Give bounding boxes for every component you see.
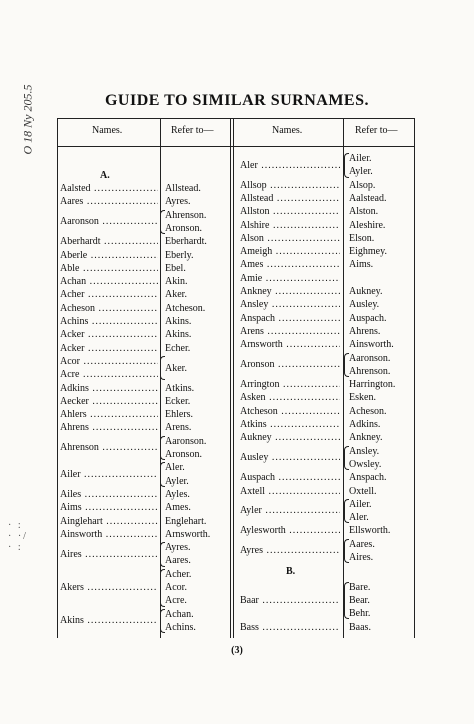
reference: Aronson. bbox=[165, 222, 202, 234]
surname: Aler ..... bbox=[240, 159, 340, 173]
surname: Able ..... bbox=[60, 262, 158, 276]
reference: Ahrenson. bbox=[349, 365, 391, 377]
reference: Ellsworth. bbox=[349, 525, 391, 537]
surname: Ames ..... bbox=[240, 258, 340, 272]
reference: Bear. bbox=[349, 594, 370, 606]
surname: Aims ..... bbox=[60, 501, 158, 515]
surname: Ansley ..... bbox=[240, 298, 340, 312]
reference: Bare. bbox=[349, 581, 371, 593]
surname: Aberle ..... bbox=[60, 249, 158, 263]
surname: Anspach ..... bbox=[240, 312, 340, 326]
reference: Ayres. bbox=[165, 196, 191, 208]
header-refer-right: Refer to— bbox=[355, 125, 398, 136]
surname: Amie ..... bbox=[240, 272, 340, 286]
reference: Ailer. bbox=[349, 498, 372, 510]
surname: Akers ..... bbox=[60, 581, 158, 595]
header-refer-left: Refer to— bbox=[171, 125, 214, 136]
reference: Aares. bbox=[165, 555, 191, 567]
surname: Acker ..... bbox=[60, 328, 158, 342]
reference: Eighmey. bbox=[349, 246, 387, 258]
reference: Ankney. bbox=[349, 432, 383, 444]
reference: Acher. bbox=[165, 568, 192, 580]
reference: Ansley. bbox=[349, 445, 380, 457]
reference: Anspach. bbox=[349, 472, 387, 484]
reference: Eberhardt. bbox=[165, 236, 207, 248]
reference: Ebel. bbox=[165, 262, 186, 274]
reference: Harrington. bbox=[349, 379, 396, 391]
col-rule bbox=[414, 118, 415, 638]
reference: Adkins. bbox=[349, 419, 381, 430]
reference: Akins. bbox=[165, 316, 192, 327]
surname: Ayres ..... bbox=[240, 544, 340, 558]
reference: Auspach. bbox=[349, 312, 387, 324]
header-names-right: Names. bbox=[272, 125, 303, 136]
surname: Ailer ..... bbox=[60, 468, 158, 482]
surname: Aylesworth ..... bbox=[240, 524, 340, 538]
reference: Oxtell. bbox=[349, 485, 377, 497]
reference: Eberly. bbox=[165, 249, 194, 261]
reference: Ames. bbox=[165, 502, 191, 514]
surname: Asken ..... bbox=[240, 391, 340, 405]
header-rule bbox=[57, 146, 414, 147]
margin-marks: · : · ·/ · : bbox=[8, 520, 28, 553]
reference: Aaronson. bbox=[165, 435, 207, 447]
surname: Adkins ..... bbox=[60, 382, 158, 396]
surname: Aaronson ..... bbox=[60, 215, 158, 229]
reference: Achan. bbox=[165, 608, 194, 620]
reference: Acre. bbox=[165, 595, 187, 607]
surname: Allston ..... bbox=[240, 205, 340, 219]
col-rule bbox=[57, 118, 58, 638]
reference: Ayler. bbox=[349, 166, 373, 178]
surname: Arens ..... bbox=[240, 325, 340, 339]
header-names-left: Names. bbox=[92, 125, 123, 136]
surname: Ankney ..... bbox=[240, 285, 340, 299]
surname: Aukney ..... bbox=[240, 431, 340, 445]
reference: Aker. bbox=[165, 289, 187, 301]
page-title: GUIDE TO SIMILAR SURNAMES. bbox=[104, 92, 369, 109]
surname: Achan ..... bbox=[60, 275, 158, 289]
surname: Ahlers ..... bbox=[60, 408, 158, 422]
surname: Aires ..... bbox=[60, 548, 158, 562]
surname: Auspach ..... bbox=[240, 471, 340, 485]
surname: Acher ..... bbox=[60, 288, 158, 302]
reference: Aleshire. bbox=[349, 219, 386, 231]
reference: Aalstead. bbox=[349, 192, 387, 204]
surname: Acker ..... bbox=[60, 342, 158, 356]
surname: Ainsworth ..... bbox=[60, 528, 158, 542]
surname: Aronson ..... bbox=[240, 358, 340, 372]
surname: Aares ..... bbox=[60, 195, 158, 209]
reference: Baas. bbox=[349, 621, 371, 633]
surname: Bass ..... bbox=[240, 621, 340, 635]
reference: Ehlers. bbox=[165, 409, 194, 421]
surname: Alshire ..... bbox=[240, 219, 340, 233]
reference: Ailer. bbox=[349, 153, 372, 164]
surname: Atkins ..... bbox=[240, 418, 340, 432]
surname: Ahrenson ..... bbox=[60, 441, 158, 455]
surname: Acor ..... bbox=[60, 355, 158, 369]
reference: Akins. bbox=[165, 329, 192, 341]
reference: Elson. bbox=[349, 232, 375, 244]
reference: Aler. bbox=[165, 462, 185, 474]
page-number: (3) bbox=[231, 645, 243, 656]
reference: Ahrenson. bbox=[165, 209, 207, 221]
reference: Acor. bbox=[165, 582, 187, 593]
surname: Ailes ..... bbox=[60, 488, 158, 502]
surname: Aberhardt ..... bbox=[60, 235, 158, 249]
reference: Akin. bbox=[165, 276, 188, 288]
reference: Ausley. bbox=[349, 299, 380, 311]
margin-annotation: O 18 Ny 205.5 bbox=[20, 84, 35, 155]
surname: Aecker ..... bbox=[60, 395, 158, 409]
surname: Arnsworth ..... bbox=[240, 338, 340, 352]
surname: Allsop ..... bbox=[240, 179, 340, 193]
reference: Owsley. bbox=[349, 458, 382, 470]
reference: Arens. bbox=[165, 422, 192, 434]
surname: Aalsted ..... bbox=[60, 182, 158, 196]
col-rule bbox=[230, 118, 231, 638]
reference: Aims. bbox=[349, 259, 374, 271]
surname: Ameigh ..... bbox=[240, 245, 340, 259]
reference: Alston. bbox=[349, 206, 379, 218]
reference: Aaronson. bbox=[349, 352, 391, 364]
surname: Ainglehart ..... bbox=[60, 515, 158, 529]
surname: Ausley ..... bbox=[240, 451, 340, 465]
reference: Aker. bbox=[165, 362, 187, 374]
reference: Aronson. bbox=[165, 449, 202, 460]
reference: Ahrens. bbox=[349, 325, 381, 337]
reference: Acheson. bbox=[349, 405, 387, 417]
reference: Achins. bbox=[165, 621, 196, 633]
reference: Englehart. bbox=[165, 515, 207, 527]
section-letter: B. bbox=[286, 566, 296, 578]
surname: Alson ..... bbox=[240, 232, 340, 246]
surname: Ayler ..... bbox=[240, 504, 340, 518]
reference: Ayres. bbox=[165, 542, 191, 554]
surname: Allstead ..... bbox=[240, 192, 340, 206]
reference: Behr. bbox=[349, 608, 371, 620]
reference: Aler. bbox=[349, 512, 369, 524]
surname: Baar ..... bbox=[240, 594, 340, 608]
col-rule bbox=[233, 118, 234, 638]
surname: Arrington ..... bbox=[240, 378, 340, 392]
surname: Ahrens ..... bbox=[60, 421, 158, 435]
reference: Ecker. bbox=[165, 395, 191, 407]
surname: Achins ..... bbox=[60, 315, 158, 329]
reference: Alsop. bbox=[349, 179, 376, 191]
reference: Atcheson. bbox=[165, 302, 206, 314]
reference: Allstead. bbox=[165, 183, 201, 194]
surname: Atcheson ..... bbox=[240, 405, 340, 419]
surname: Acheson ..... bbox=[60, 302, 158, 316]
reference: Ayles. bbox=[165, 488, 190, 500]
reference: Esken. bbox=[349, 392, 376, 404]
reference: Ayler. bbox=[165, 475, 189, 487]
reference: Aukney. bbox=[349, 286, 383, 297]
section-letter: A. bbox=[100, 170, 110, 181]
surname: Acre ..... bbox=[60, 368, 158, 382]
top-rule bbox=[57, 118, 414, 119]
reference: Ainsworth. bbox=[349, 339, 394, 351]
surname: Akins ..... bbox=[60, 614, 158, 628]
reference: Atkins. bbox=[165, 382, 195, 394]
reference: Aires. bbox=[349, 552, 374, 563]
reference: Aares. bbox=[349, 538, 375, 550]
reference: Arnsworth. bbox=[165, 528, 211, 540]
surname: Axtell ..... bbox=[240, 485, 340, 499]
reference: Echer. bbox=[165, 342, 191, 354]
